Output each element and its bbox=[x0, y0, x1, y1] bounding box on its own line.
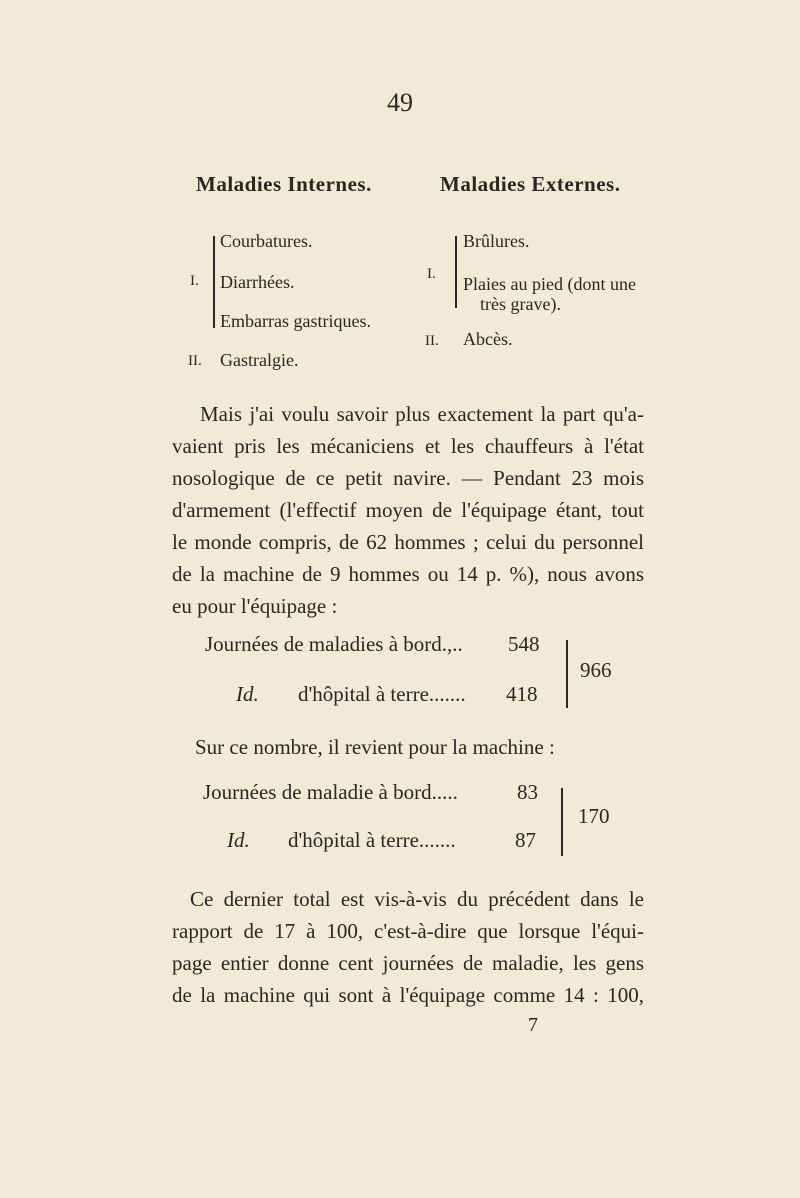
table2-row2-value: 87 bbox=[515, 828, 536, 852]
external-group-i-brace bbox=[455, 236, 457, 308]
table2-total: 170 bbox=[578, 804, 610, 828]
paragraph-1-line: eu pour l'équipage : bbox=[172, 594, 338, 618]
table1-row1-value: 548 bbox=[508, 632, 540, 656]
table1-row2-prefix: Id. bbox=[236, 682, 259, 706]
internal-item-diarrhees: Diarrhées. bbox=[220, 272, 295, 292]
table2-row2-prefix: Id. bbox=[227, 828, 250, 852]
paragraph-1-line: le monde compris, de 62 hommes ; celui du personnel bbox=[172, 530, 644, 554]
table2-row1-value: 83 bbox=[517, 780, 538, 804]
paragraph-1-line: vaient pris les mécaniciens et les chauffeurs à l'état bbox=[172, 434, 644, 458]
header-internal-diseases: Maladies Internes. bbox=[196, 172, 372, 196]
paragraph-1-line: d'armement (l'effectif moyen de l'équipage étant, tout bbox=[172, 498, 644, 522]
table1-total: 966 bbox=[580, 658, 612, 682]
table1-row2-value: 418 bbox=[506, 682, 538, 706]
external-group-ii-numeral: II. bbox=[425, 333, 439, 349]
paragraph-2-line: page entier donne cent journées de maladie, les gens bbox=[172, 951, 644, 975]
table2-row1-label: Journées de maladie à bord..... bbox=[203, 780, 458, 804]
paragraph-1-line: Mais j'ai voulu savoir plus exactement la part qu'a- bbox=[200, 402, 644, 426]
paragraph-2-line: Ce dernier total est vis-à-vis du précédent dans le bbox=[190, 887, 644, 911]
internal-group-ii-numeral: II. bbox=[188, 353, 202, 369]
internal-item-embarras: Embarras gastriques. bbox=[220, 311, 371, 331]
external-item-brulures: Brûlures. bbox=[463, 231, 530, 251]
paragraph-2-line: rapport de 17 à 100, c'est-à-dire que lorsque l'équi- bbox=[172, 919, 644, 943]
paragraph-1 bbox=[172, 398, 644, 628]
internal-item-courbatures: Courbatures. bbox=[220, 231, 313, 251]
internal-group-i-numeral: I. bbox=[190, 273, 199, 289]
external-item-tres-grave: très grave). bbox=[480, 294, 561, 314]
internal-group-i-brace bbox=[213, 236, 215, 328]
table2-row2-label: d'hôpital à terre....... bbox=[288, 828, 456, 852]
signature-mark: 7 bbox=[528, 1014, 538, 1036]
external-group-i-numeral: I. bbox=[427, 266, 436, 282]
intro-2: Sur ce nombre, il revient pour la machine : bbox=[195, 735, 555, 759]
paragraph-2 bbox=[172, 883, 644, 1013]
external-item-abces: Abcès. bbox=[463, 329, 513, 349]
external-item-plaies: Plaies au pied (dont une bbox=[463, 274, 636, 294]
paragraph-1-line: de la machine de 9 hommes ou 14 p. %), nous avons bbox=[172, 562, 644, 586]
paragraph-2-line: de la machine qui sont à l'équipage comme 14 : 100, bbox=[172, 983, 644, 1007]
table1-brace bbox=[566, 640, 568, 708]
table1-row1-label: Journées de maladies à bord.,.. bbox=[205, 632, 463, 656]
table2-brace bbox=[561, 788, 563, 856]
table1-row2-label: d'hôpital à terre....... bbox=[298, 682, 466, 706]
page-number: 49 bbox=[387, 88, 413, 117]
header-external-diseases: Maladies Externes. bbox=[440, 172, 621, 196]
paragraph-1-line: nosologique de ce petit navire. — Pendant 23 mois bbox=[172, 466, 644, 490]
internal-item-gastralgie: Gastralgie. bbox=[220, 350, 299, 370]
